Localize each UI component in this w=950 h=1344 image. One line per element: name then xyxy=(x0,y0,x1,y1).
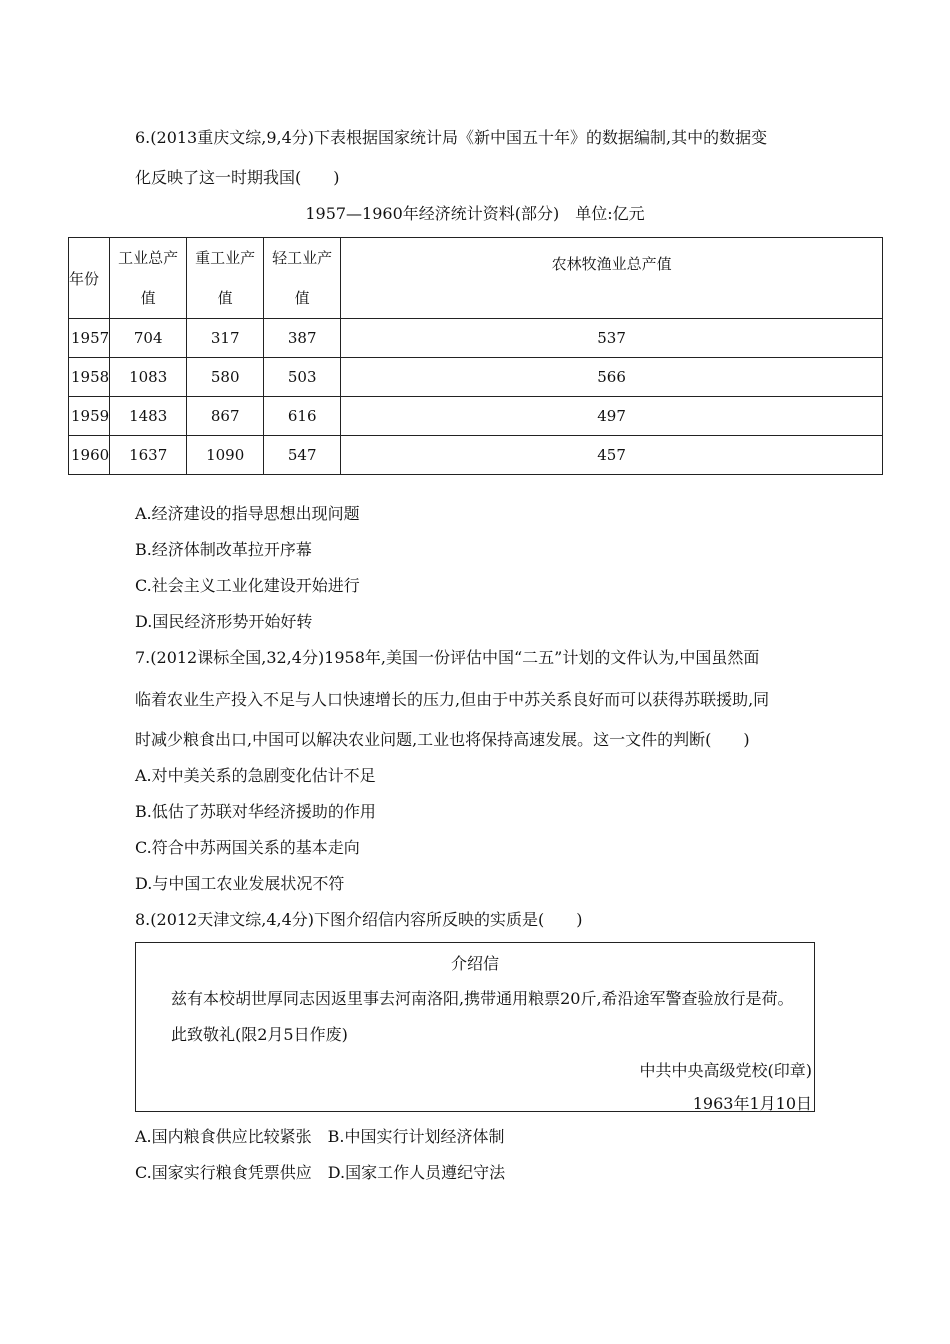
q8-options-row-2: C.国家实行粮食凭票供应 D.国家工作人员遵纪守法 xyxy=(135,1163,506,1182)
cell-industrial: 1083 xyxy=(110,358,187,397)
cell-heavy: 867 xyxy=(187,397,264,436)
cell-year: 1957 xyxy=(69,319,110,358)
q7-stem-line-2: 临着农业生产投入不足与人口快速增长的压力,但由于中苏关系良好而可以获得苏联援助,同 xyxy=(135,690,770,709)
q6-option-b: B.经济体制改革拉开序幕 xyxy=(135,540,312,559)
cell-agri: 497 xyxy=(341,397,883,436)
cell-light: 547 xyxy=(264,436,341,475)
cell-heavy: 1090 xyxy=(187,436,264,475)
cell-light: 387 xyxy=(264,319,341,358)
header-industrial-b: 值 xyxy=(140,289,156,307)
q6-stem-line-1: 6.(2013重庆文综,9,4分)下表根据国家统计局《新中国五十年》的数据编制,其中的数据变 xyxy=(135,128,768,147)
header-light xyxy=(264,238,341,319)
header-year: 年份 xyxy=(69,238,110,319)
letter-closing: 此致敬礼(限2月5日作废) xyxy=(171,1025,348,1044)
cell-light: 503 xyxy=(264,358,341,397)
cell-industrial: 1637 xyxy=(110,436,187,475)
header-industrial xyxy=(110,238,187,319)
q6-stem-line-2: 化反映了这一时期我国( ) xyxy=(135,168,340,187)
q7-option-c: C.符合中苏两国关系的基本走向 xyxy=(135,838,360,857)
letter-signature: 中共中央高级党校(印章) xyxy=(639,1061,812,1080)
header-industrial-a: 工业总产 xyxy=(118,249,179,267)
table-row xyxy=(69,397,883,436)
table-row xyxy=(69,436,883,475)
letter-body: 兹有本校胡世厚同志因返里事去河南洛阳,携带通用粮票20斤,希沿途军警查验放行是荷。 xyxy=(171,989,794,1008)
letter-date: 1963年1月10日 xyxy=(692,1094,812,1113)
table-caption: 1957—1960年经济统计资料(部分) 单位:亿元 xyxy=(305,204,645,223)
cell-light: 616 xyxy=(264,397,341,436)
cell-industrial: 704 xyxy=(110,319,187,358)
cell-heavy: 317 xyxy=(187,319,264,358)
cell-agri: 457 xyxy=(341,436,883,475)
q7-option-b: B.低估了苏联对华经济援助的作用 xyxy=(135,802,376,821)
table-row xyxy=(69,358,883,397)
header-heavy xyxy=(187,238,264,319)
introduction-letter xyxy=(135,942,815,1112)
q8-options-row-1: A.国内粮食供应比较紧张 B.中国实行计划经济体制 xyxy=(135,1127,505,1146)
q7-option-d: D.与中国工农业发展状况不符 xyxy=(135,874,345,893)
cell-agri: 537 xyxy=(341,319,883,358)
economic-stats-table xyxy=(68,237,883,475)
cell-year: 1960 xyxy=(69,436,110,475)
header-light-a: 轻工业产 xyxy=(272,249,333,267)
letter-title: 介绍信 xyxy=(450,954,499,973)
cell-year: 1958 xyxy=(69,358,110,397)
q6-option-a: A.经济建设的指导思想出现问题 xyxy=(135,504,360,523)
q6-option-c: C.社会主义工业化建设开始进行 xyxy=(135,576,360,595)
header-heavy-b: 值 xyxy=(217,289,233,307)
header-agri-label: 农林牧渔业总产值 xyxy=(551,255,672,273)
cell-year: 1959 xyxy=(69,397,110,436)
q6-option-d: D.国民经济形势开始好转 xyxy=(135,612,313,631)
table-row xyxy=(69,319,883,358)
cell-industrial: 1483 xyxy=(110,397,187,436)
q7-stem-line-1: 7.(2012课标全国,32,4分)1958年,美国一份评估中国“二五”计划的文件认为,中国虽然面 xyxy=(135,648,760,667)
q7-stem-line-3: 时减少粮食出口,中国可以解决农业问题,工业也将保持高速发展。这一文件的判断( ) xyxy=(135,730,750,749)
cell-heavy: 580 xyxy=(187,358,264,397)
q7-option-a: A.对中美关系的急剧变化估计不足 xyxy=(135,766,376,785)
header-agri xyxy=(341,238,883,319)
header-heavy-a: 重工业产 xyxy=(195,249,256,267)
cell-agri: 566 xyxy=(341,358,883,397)
q8-stem: 8.(2012天津文综,4,4分)下图介绍信内容所反映的实质是( ) xyxy=(135,910,583,929)
table-header-row xyxy=(69,238,883,319)
header-light-b: 值 xyxy=(294,289,310,307)
